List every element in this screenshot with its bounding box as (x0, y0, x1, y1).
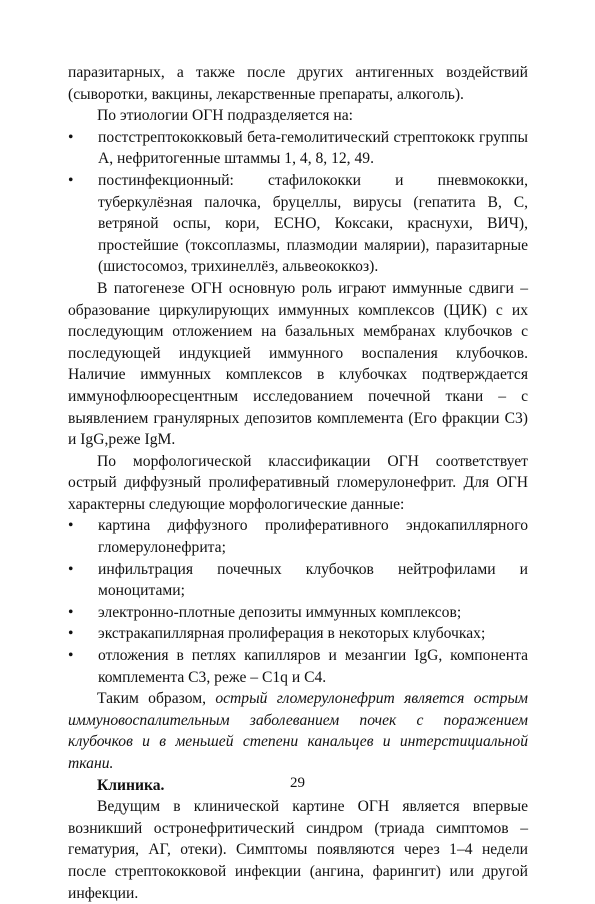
bullet-icon: • (68, 517, 74, 535)
list-item (68, 127, 528, 170)
paragraph-1: паразитарных, а также после других антигенных воздействий (сыворотки, вакцины, лекарственные препараты, алкоголь). (68, 64, 528, 103)
list-item (68, 515, 528, 558)
bullet-icon: • (68, 560, 74, 578)
morphology-list (68, 515, 528, 688)
bullet-icon: • (68, 128, 74, 146)
list-item (68, 602, 528, 624)
list-item (68, 559, 528, 602)
paragraph-clinic: Ведущим в клинической картине ОГН является впервые возникший остронефритический синдром (триада симптомов – гематурия, АГ, отеки). Симптомы появляются через 1–4 недели после стрептококковой инфекции (ангина, фарингит) или другой инфекции. (68, 798, 528, 902)
list-item-text: экстракапиллярная пролиферация в некоторых клубочках; (98, 625, 486, 643)
etiology-list (68, 127, 528, 278)
bullet-icon: • (68, 647, 74, 665)
definition-lead: Таким образом, (97, 690, 216, 708)
list-item-text: картина диффузного пролиферативного эндокапиллярного гломерулонефрита; (98, 517, 528, 557)
list-item (68, 170, 528, 278)
page-number: 29 (290, 775, 305, 791)
section-heading: Клиника. (97, 776, 165, 794)
list-item-text: инфильтрация почечных клубочков нейтрофилами и моноцитами; (98, 560, 528, 600)
bullet-icon: • (68, 171, 74, 189)
list-item (68, 623, 528, 645)
bullet-icon: • (68, 603, 74, 621)
list-item-text: отложения в петлях капилляров и мезангии IgG, компонента комплемента С3, реже – С1q и С4. (98, 647, 528, 686)
paragraph-definition (68, 688, 528, 774)
paragraph-etiology-intro: По этиологии ОГН подразделяется на: (97, 107, 353, 125)
bullet-icon: • (68, 625, 74, 643)
list-item-text: постинфекционный: стафилококки и пневмококки, туберкулёзная палочка, бруцеллы, вирусы (гепатита В, С, ветряной оспы, кори, ЕСНО, Коксаки, краснухи, ВИЧ), простейшие (токсоплазмы, плазмодии малярии), паразитарные (шистосомоз, трихинеллёз, альвеококкоз). (98, 171, 528, 276)
paragraph-pathogenesis: В патогенезе ОГН основную роль играют иммунные сдвиги – образование циркулирующих иммунных комплексов (ЦИК) с их последующим отложением на базальных мембранах клубочков с последующей индукцией иммунного воспаления клубочков. Наличие иммунных комплексов в клубочках подтверждается иммунофлюоресцентным исследованием почечной ткани – с выявлением гранулярных депозитов комплемента (Его фракции С3) и IgG,реже IgM. (68, 279, 528, 449)
definition-italic: острый гломерулонефрит является острым иммуновоспалительным заболеванием почек с поражением клубочков и в меньшей степени канальцев и интерстициальной ткани. (68, 690, 528, 772)
list-item-text: постстрептококковый бета-гемолитический стрептококк группы А, нефритогенные штаммы 1, 4, 8, 12, 49. (98, 128, 528, 168)
list-item (68, 645, 528, 688)
paragraph-morphology-intro: По морфологической классификации ОГН соответствует острый диффузный пролиферативный гломерулонефрит. Для ОГН характерны следующие морфологические данные: (68, 452, 528, 513)
list-item-text: электронно-плотные депозиты иммунных комплексов; (98, 603, 462, 621)
